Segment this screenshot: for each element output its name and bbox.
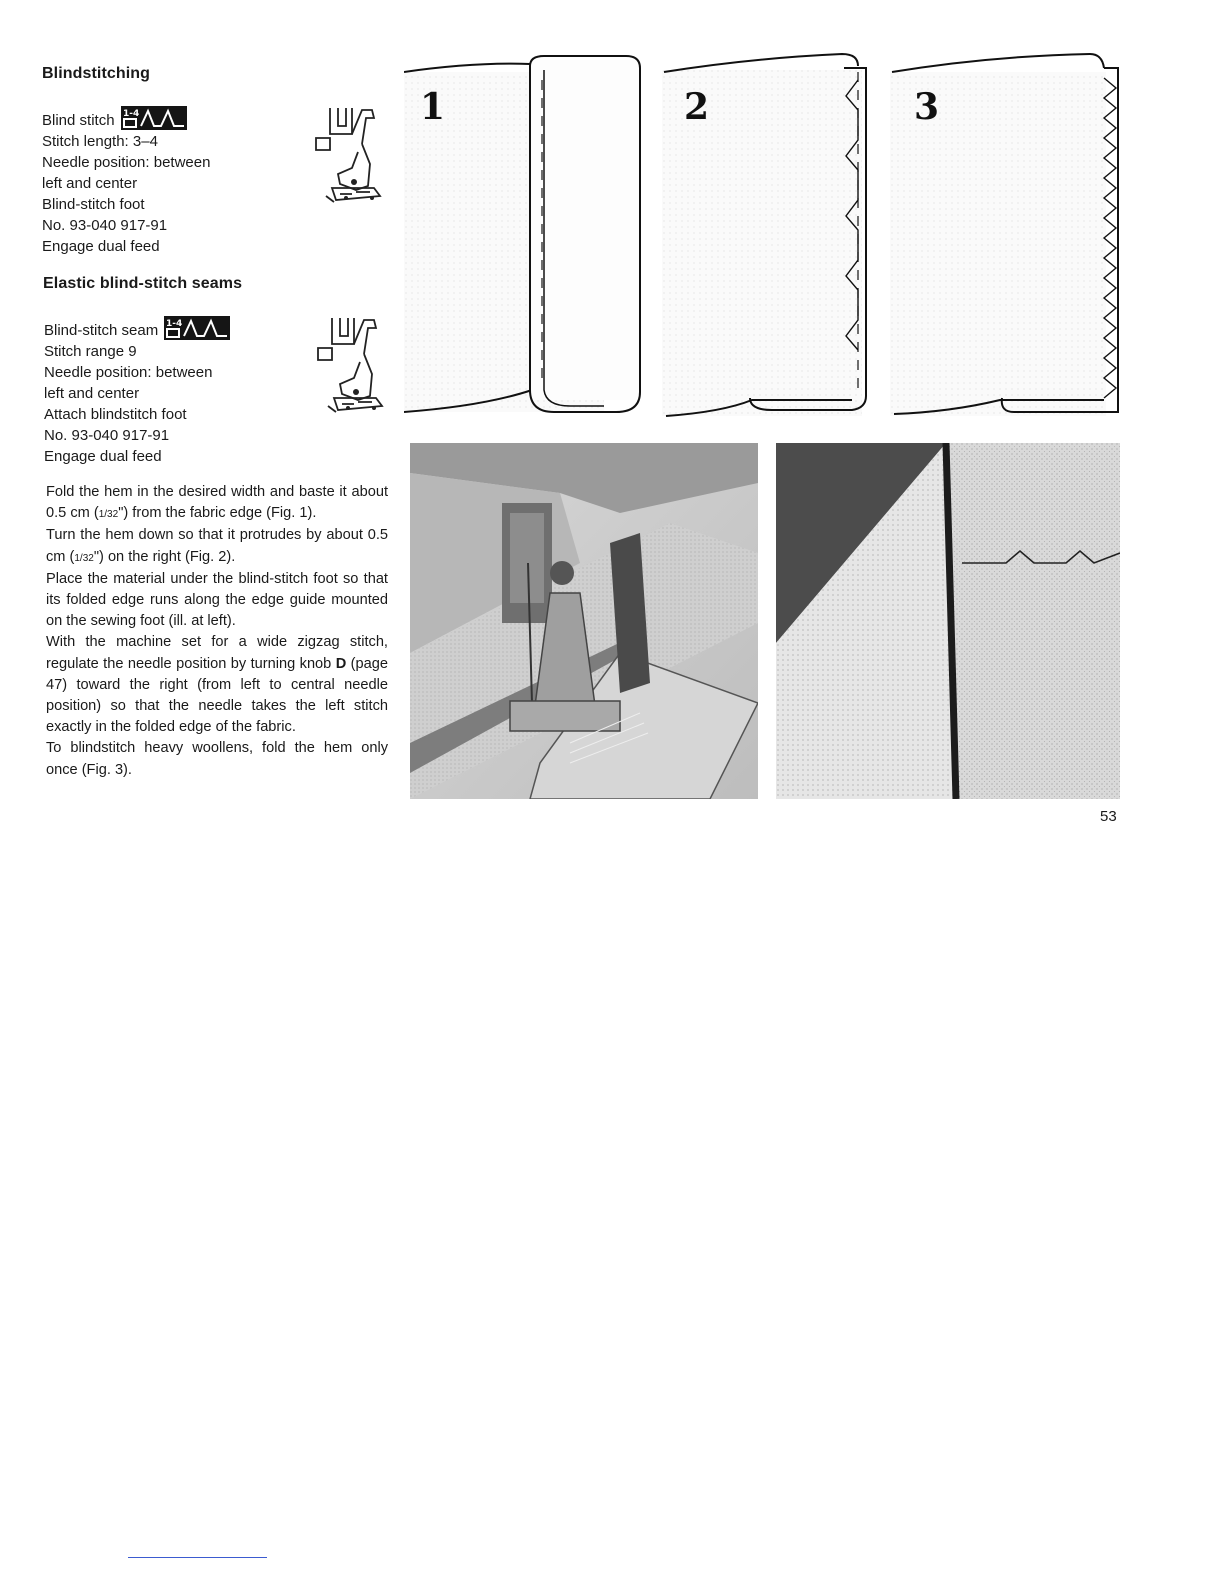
instruction-paragraph: To blindstitch heavy woollens, fold the hem only once (Fig. 3). [46,740,388,778]
instruction-paragraph: Place the material under the blind-stitch foot so that its folded edge runs along the edge guide mounted on the sewing foot (ill. at left). [46,570,388,630]
instruction-paragraph [46,632,388,738]
page-number: 53 [1100,808,1117,825]
text-run: Turn the hem down so that it protrudes by about 0.5 cm ( [46,527,388,565]
spec-line: No. 93-040 917-91 [44,427,170,444]
figure-number: 2 [684,86,710,128]
spec-line: left and center [44,385,140,402]
blindstitch-foot-illustration [312,104,392,208]
section-heading-blindstitching: Blindstitching [42,65,151,82]
spec-line: Stitch range 9 [44,343,137,360]
spec-line: Stitch length: 3–4 [42,133,158,150]
figure-number: 3 [914,86,940,128]
spec-line: Engage dual feed [44,448,162,465]
instructions-text [46,482,388,781]
stitch-label: Blind-stitch seam [44,322,159,339]
knob-letter: D [335,655,347,672]
spec-line: Blind-stitch foot [42,196,145,213]
blind-stitch-icon [121,106,187,130]
text-run: ") on the right (Fig. 2). [93,548,236,565]
stitch-label: Blind stitch [42,112,115,129]
text-run: (page 47) toward the right (from left to central needle position) so that the needle takes the left stitch exactly in the folded edge of the fabric. [46,655,388,736]
finished-hem-photo [776,443,1120,799]
text-run: With the machine set for a wide zigzag stitch, regulate the needle position by turning knob [46,634,388,672]
text-run: Fold the hem in the desired width and baste it about 0.5 cm ( [46,484,388,522]
stitch-code: 1-4 [166,319,183,329]
blind-stitch-seam-icon [164,316,230,340]
footnote-rule [128,1557,267,1558]
figure-3 [890,50,1122,422]
figure-1 [404,50,650,422]
spec-line: Needle position: between [44,364,213,381]
fraction: 1/32 [74,552,94,564]
spec-line: No. 93-040 917-91 [42,217,168,234]
spec-line: Engage dual feed [42,238,160,255]
fraction: 1/32 [98,509,119,521]
instruction-paragraph [46,525,388,568]
blindstitch-specs [42,106,210,257]
spec-line: Attach blindstitch foot [44,406,187,423]
spec-line: left and center [42,175,138,192]
sewing-machine-photo [410,443,758,799]
instruction-paragraph [46,482,388,525]
figure-2 [662,50,880,422]
elastic-blindstitch-specs [44,316,230,467]
blindstitch-foot-illustration-2 [314,314,394,418]
figure-number: 1 [420,86,446,128]
stitch-label-line [44,316,230,341]
stitch-code: 1-4 [122,109,139,119]
section-heading-elastic-blind-stitch: Elastic blind-stitch seams [43,275,243,292]
text-run: ") from the fabric edge (Fig. 1). [118,505,317,522]
spec-line: Needle position: between [42,154,211,171]
stitch-label-line [42,106,210,131]
